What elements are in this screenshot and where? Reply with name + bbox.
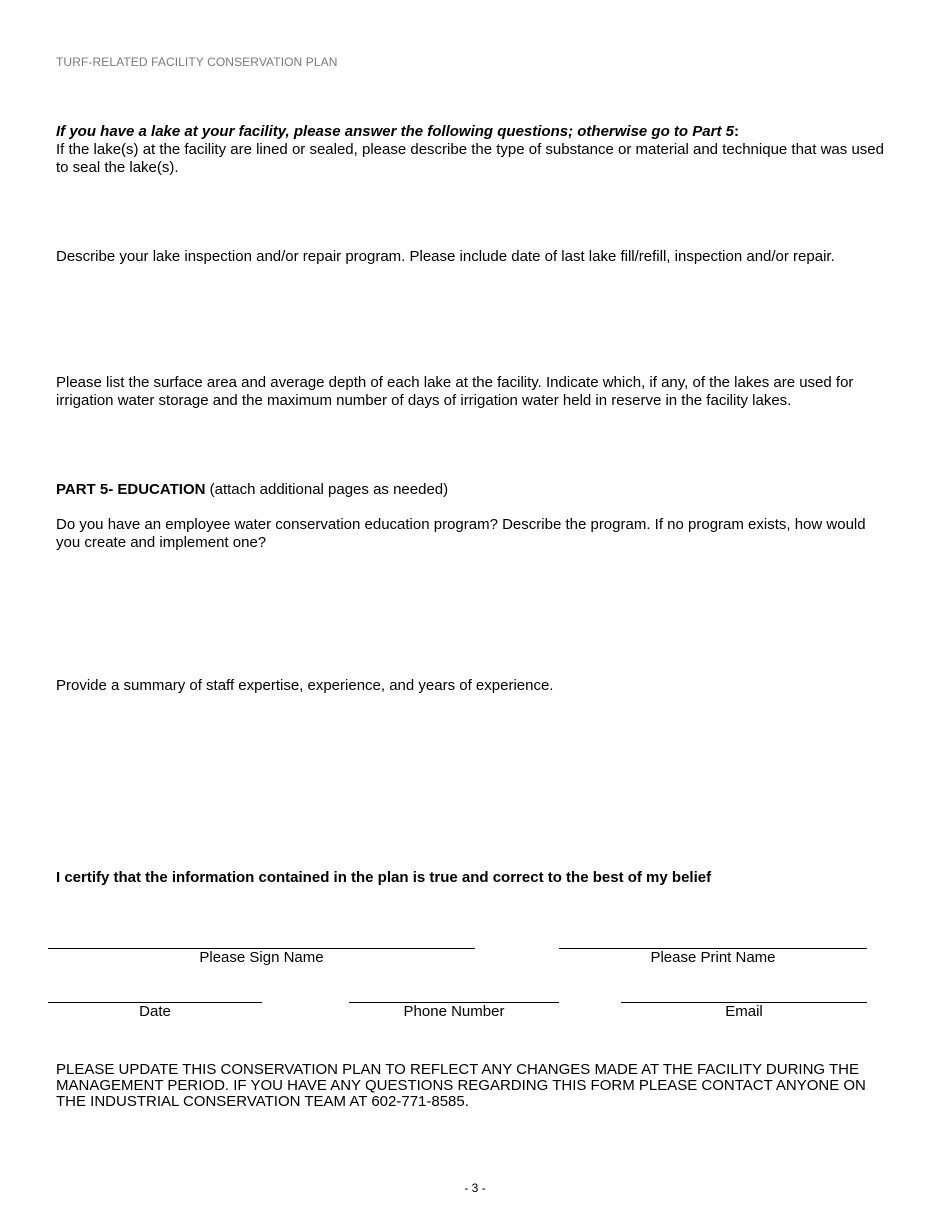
print-name-label: Please Print Name — [650, 949, 776, 966]
email-label: Email — [725, 1003, 763, 1020]
part5-heading: PART 5- EDUCATION — [56, 481, 206, 498]
sign-name-label: Please Sign Name — [199, 949, 324, 966]
part5-note: (attach additional pages as needed) — [205, 481, 449, 498]
lake-section-intro: If you have a lake at your facility, please answer the following questions; otherwise go to Part 5 — [56, 123, 734, 140]
lake-section-intro-colon: : — [733, 123, 739, 140]
lake-inspection-question: Describe your lake inspection and/or repair program. Please include date of last lake fill/refill, inspection and/or repair. — [56, 248, 835, 265]
education-program-question: Do you have an employee water conservation education program? Describe the program. If no program exists, how would you create and implement one? — [56, 516, 866, 551]
certification-statement: I certify that the information contained in the plan is true and correct to the best of my belief — [56, 869, 712, 886]
lake-surface-question: Please list the surface area and average depth of each lake at the facility. Indicate which, if any, of the lakes are used for irrigation water storage and the maximum number of days of irrigation water held in reserve in the facility lakes. — [56, 374, 854, 409]
update-notice: PLEASE UPDATE THIS CONSERVATION PLAN TO REFLECT ANY CHANGES MADE AT THE FACILITY DURING THE MANAGEMENT PERIOD. IF YOU HAVE ANY QUESTIONS REGARDING THIS FORM PLEASE CONTACT ANYONE ON THE INDUSTRIAL CONSERVATION TEAM AT 602-771-8585. — [56, 1061, 866, 1110]
part5-heading-row — [56, 481, 896, 499]
lake-sealed-question: If the lake(s) at the facility are lined or sealed, please describe the type of substance or material and technique that was used to seal the lake(s). — [56, 141, 884, 176]
phone-label: Phone Number — [403, 1003, 505, 1020]
document-header: TURF-RELATED FACILITY CONSERVATION PLAN — [56, 55, 338, 69]
date-label: Date — [139, 1003, 171, 1020]
staff-summary-question: Provide a summary of staff expertise, experience, and years of experience. — [56, 677, 554, 694]
lake-section — [56, 123, 896, 177]
page-number: - 3 - — [464, 1181, 486, 1195]
